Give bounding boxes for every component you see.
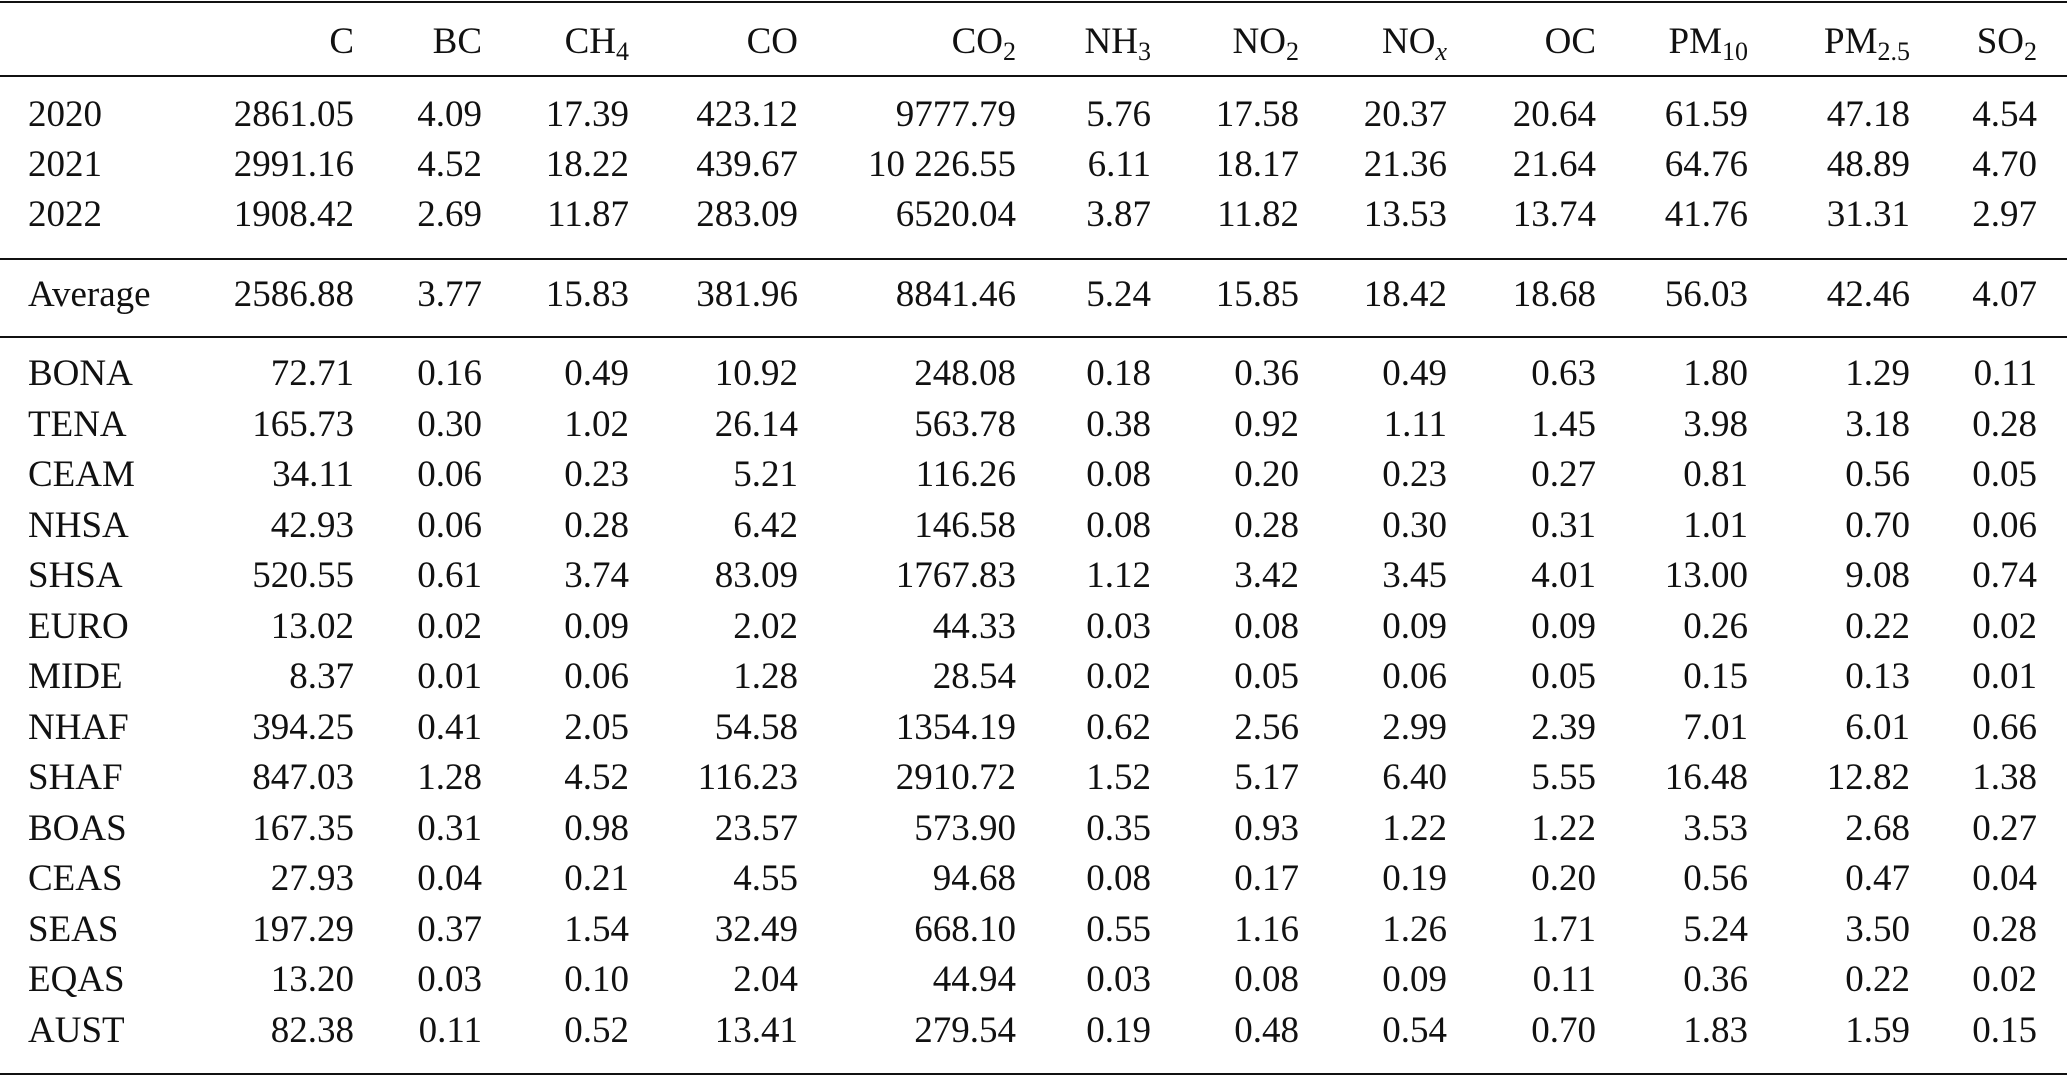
row-label: Average <box>28 274 151 315</box>
table-cell: 0.08 <box>1086 858 1151 899</box>
table-row <box>0 140 2067 190</box>
table-cell: 9777.79 <box>895 94 1016 135</box>
table-cell: 2861.05 <box>233 94 354 135</box>
table-cell: 0.19 <box>1086 1009 1151 1051</box>
header-rule <box>0 75 2067 77</box>
table-cell: 28.54 <box>932 656 1016 697</box>
table-cell: 0.41 <box>417 706 482 748</box>
table-cell: 13.74 <box>1512 194 1596 235</box>
table-cell: 6.40 <box>1382 757 1447 798</box>
row-label: MIDE <box>28 656 123 697</box>
table-cell: 48.89 <box>1826 144 1910 185</box>
table-cell: 167.35 <box>252 807 354 849</box>
table-cell: 17.39 <box>545 94 629 135</box>
table-cell: 0.06 <box>1972 504 2037 546</box>
table-cell: 0.09 <box>1382 605 1447 647</box>
table-cell: 0.08 <box>1234 605 1299 647</box>
row-label: NHSA <box>28 504 129 546</box>
table-cell: 44.33 <box>932 605 1016 647</box>
table-cell: 0.10 <box>564 959 629 1000</box>
row-label: SHSA <box>28 555 123 596</box>
table-cell: 0.18 <box>1086 353 1151 394</box>
col-header-oc: OC <box>1544 21 1596 62</box>
row-label: 2020 <box>28 94 102 135</box>
table-cell: 1.26 <box>1382 908 1447 950</box>
table-cell: 4.52 <box>564 757 629 798</box>
table-cell: 6.01 <box>1845 706 1910 748</box>
col-header-nh3: $NH_3$ <box>1084 21 1151 66</box>
row-label: SEAS <box>28 908 119 950</box>
col-header-nox: $NO_x$ <box>1382 21 1447 66</box>
table-cell: 0.19 <box>1382 858 1447 899</box>
table-cell: 0.70 <box>1531 1009 1596 1051</box>
table-cell: 668.10 <box>914 908 1016 950</box>
table-cell: 3.45 <box>1382 555 1447 596</box>
table-cell: 0.17 <box>1234 858 1299 899</box>
table-cell: 0.56 <box>1683 858 1748 899</box>
table-cell: 4.52 <box>417 144 482 185</box>
table-cell: 0.05 <box>1531 656 1596 697</box>
col-header-ch4: $CH_4$ <box>564 21 629 66</box>
table-cell: 72.71 <box>270 353 354 394</box>
table-cell: 116.23 <box>697 757 798 798</box>
table-cell: 1.28 <box>733 656 798 697</box>
table-cell: 0.06 <box>417 504 482 546</box>
table-cell: 6520.04 <box>895 194 1016 235</box>
table-cell: 64.76 <box>1664 144 1748 185</box>
table-row <box>0 753 2067 803</box>
table-cell: 0.55 <box>1086 908 1151 950</box>
table-cell: 5.24 <box>1683 908 1748 950</box>
table-row <box>0 90 2067 140</box>
table-cell: 0.13 <box>1845 656 1910 697</box>
table-cell: 520.55 <box>252 555 354 596</box>
table-cell: 23.57 <box>714 807 798 849</box>
table-cell: 0.05 <box>1972 454 2037 495</box>
row-label: EURO <box>28 605 129 647</box>
table-cell: 0.26 <box>1683 605 1748 647</box>
col-header-bc: BC <box>432 21 482 62</box>
table-cell: 0.56 <box>1845 454 1910 495</box>
table-cell: 0.27 <box>1531 454 1596 495</box>
table-cell: 15.83 <box>545 274 629 315</box>
table-cell: 3.50 <box>1845 908 1910 950</box>
table-cell: 6.42 <box>733 504 798 546</box>
table-cell: 563.78 <box>914 403 1016 445</box>
table-cell: 248.08 <box>914 353 1016 394</box>
table-row <box>0 905 2067 955</box>
col-header-c: C <box>329 21 354 62</box>
table-cell: 0.70 <box>1845 504 1910 546</box>
table-cell: 0.02 <box>1972 959 2037 1000</box>
table-cell: 2910.72 <box>895 757 1016 798</box>
table-cell: 1354.19 <box>895 706 1016 748</box>
table-cell: 0.30 <box>1382 504 1447 546</box>
table-cell: 1.80 <box>1683 353 1748 394</box>
table-cell: 20.37 <box>1363 94 1447 135</box>
table-cell: 0.49 <box>564 353 629 394</box>
table-cell: 54.58 <box>714 706 798 748</box>
table-cell: 2.04 <box>733 959 798 1000</box>
table-cell: 165.73 <box>252 403 354 445</box>
table-cell: 1.45 <box>1531 403 1596 445</box>
table-cell: 5.17 <box>1234 757 1299 798</box>
table-cell: 5.24 <box>1086 274 1151 315</box>
row-label: 2022 <box>28 194 102 235</box>
table-cell: 0.15 <box>1683 656 1748 697</box>
table-cell: 0.23 <box>564 454 629 495</box>
table-cell: 56.03 <box>1664 274 1748 315</box>
table-cell: 0.06 <box>1382 656 1447 697</box>
table-cell: 13.41 <box>714 1009 798 1051</box>
table-bottom-rule <box>0 1073 2067 1075</box>
table-cell: 0.28 <box>564 504 629 546</box>
table-cell: 283.09 <box>696 194 798 235</box>
table-row <box>0 270 2067 320</box>
table-cell: 0.21 <box>564 858 629 899</box>
table-cell: 2.56 <box>1234 706 1299 748</box>
average-rule <box>0 336 2067 338</box>
table-cell: 439.67 <box>696 144 798 185</box>
table-cell: 279.54 <box>914 1009 1016 1051</box>
col-header-co: CO <box>746 21 798 62</box>
table-cell: 2.02 <box>733 605 798 647</box>
years-rule <box>0 258 2067 260</box>
table-cell: 8841.46 <box>895 274 1016 315</box>
table-cell: 1.71 <box>1531 908 1596 950</box>
table-cell: 4.70 <box>1972 144 2037 185</box>
table-cell: 1.12 <box>1086 555 1151 596</box>
table-cell: 0.15 <box>1972 1009 2037 1051</box>
table-cell: 0.04 <box>417 858 482 899</box>
table-cell: 9.08 <box>1845 555 1910 596</box>
table-cell: 0.31 <box>417 807 482 849</box>
table-cell: 0.06 <box>564 656 629 697</box>
table-cell: 0.28 <box>1972 403 2037 445</box>
table-cell: 3.74 <box>564 555 629 596</box>
table-cell: 0.09 <box>1382 959 1447 1000</box>
table-cell: 13.53 <box>1363 194 1447 235</box>
table-cell: 4.07 <box>1972 274 2037 315</box>
table-cell: 32.49 <box>714 908 798 950</box>
table-cell: 0.52 <box>564 1009 629 1051</box>
table-cell: 2.39 <box>1531 706 1596 748</box>
table-cell: 3.77 <box>417 274 482 315</box>
table-cell: 1.01 <box>1683 504 1748 546</box>
table-row <box>0 1006 2067 1056</box>
table-cell: 0.05 <box>1234 656 1299 697</box>
row-label: AUST <box>28 1009 125 1051</box>
table-cell: 0.02 <box>1972 605 2037 647</box>
table-row <box>0 501 2067 551</box>
table-cell: 4.55 <box>733 858 798 899</box>
table-cell: 0.28 <box>1234 504 1299 546</box>
table-cell: 0.74 <box>1972 555 2037 596</box>
table-row <box>0 400 2067 450</box>
table-row <box>0 652 2067 702</box>
table-cell: 47.18 <box>1826 94 1910 135</box>
table-cell: 13.20 <box>270 959 354 1000</box>
table-cell: 1.52 <box>1086 757 1151 798</box>
table-cell: 34.11 <box>272 454 354 495</box>
table-cell: 0.08 <box>1086 454 1151 495</box>
table-cell: 0.35 <box>1086 807 1151 849</box>
col-header-no2: $NO_2$ <box>1232 21 1299 66</box>
table-cell: 0.16 <box>417 353 482 394</box>
table-cell: 2.68 <box>1845 807 1910 849</box>
table-cell: 1.02 <box>564 403 629 445</box>
table-cell: 1.28 <box>417 757 482 798</box>
table-row <box>0 349 2067 399</box>
row-label: SHAF <box>28 757 123 798</box>
table-cell: 1.22 <box>1382 807 1447 849</box>
table-top-rule <box>0 1 2067 3</box>
table-cell: 573.90 <box>914 807 1016 849</box>
table-cell: 18.68 <box>1512 274 1596 315</box>
table-cell: 3.42 <box>1234 555 1299 596</box>
table-cell: 4.01 <box>1531 555 1596 596</box>
table-cell: 0.22 <box>1845 959 1910 1000</box>
table-cell: 116.26 <box>915 454 1016 495</box>
table-cell: 1.38 <box>1972 757 2037 798</box>
table-cell: 394.25 <box>252 706 354 748</box>
table-cell: 0.01 <box>1972 656 2037 697</box>
table-cell: 10.92 <box>714 353 798 394</box>
table-cell: 197.29 <box>252 908 354 950</box>
table-cell: 0.08 <box>1086 504 1151 546</box>
row-label: BOAS <box>28 807 127 849</box>
table-cell: 5.21 <box>733 454 798 495</box>
table-cell: 11.87 <box>547 194 629 235</box>
table-cell: 6.11 <box>1087 144 1151 185</box>
table-cell: 18.17 <box>1215 144 1299 185</box>
table-cell: 1.54 <box>564 908 629 950</box>
table-cell: 3.53 <box>1683 807 1748 849</box>
table-row <box>0 703 2067 753</box>
table-cell: 847.03 <box>252 757 354 798</box>
table-row <box>0 450 2067 500</box>
table-cell: 0.02 <box>417 605 482 647</box>
table-row <box>0 602 2067 652</box>
table-cell: 83.09 <box>714 555 798 596</box>
table-cell: 17.58 <box>1215 94 1299 135</box>
table-cell: 0.81 <box>1683 454 1748 495</box>
table-row <box>0 854 2067 904</box>
table-cell: 0.28 <box>1972 908 2037 950</box>
table-cell: 44.94 <box>932 959 1016 1000</box>
table-cell: 0.04 <box>1972 858 2037 899</box>
table-cell: 94.68 <box>932 858 1016 899</box>
table-cell: 3.18 <box>1845 403 1910 445</box>
row-label: TENA <box>28 403 127 445</box>
table-cell: 5.55 <box>1531 757 1596 798</box>
table-cell: 3.98 <box>1683 403 1748 445</box>
row-label: CEAM <box>28 454 135 495</box>
table-cell: 0.20 <box>1531 858 1596 899</box>
table-cell: 2586.88 <box>233 274 354 315</box>
table-cell: 18.42 <box>1363 274 1447 315</box>
table-cell: 13.00 <box>1664 555 1748 596</box>
table-cell: 1908.42 <box>233 194 354 235</box>
table-cell: 2.99 <box>1382 706 1447 748</box>
table-cell: 42.93 <box>270 504 354 546</box>
table-row <box>0 551 2067 601</box>
table-cell: 0.03 <box>417 959 482 1000</box>
table-cell: 42.46 <box>1826 274 1910 315</box>
table-cell: 0.37 <box>417 908 482 950</box>
table-row <box>0 190 2067 240</box>
table-cell: 0.62 <box>1086 706 1151 748</box>
table-cell: 41.76 <box>1664 194 1748 235</box>
table-cell: 0.36 <box>1683 959 1748 1000</box>
table-row <box>0 955 2067 1005</box>
table-cell: 0.27 <box>1972 807 2037 849</box>
col-header-pm25: $PM_{2.5}$ <box>1824 21 1910 66</box>
table-cell: 1.59 <box>1845 1009 1910 1051</box>
table-cell: 26.14 <box>714 403 798 445</box>
table-cell: 0.31 <box>1531 504 1596 546</box>
table-cell: 0.02 <box>1086 656 1151 697</box>
row-label: EQAS <box>28 959 125 1000</box>
table-cell: 0.09 <box>1531 605 1596 647</box>
table-cell: 0.11 <box>1973 353 2037 394</box>
table-cell: 21.36 <box>1363 144 1447 185</box>
table-cell: 0.01 <box>417 656 482 697</box>
table-cell: 0.61 <box>417 555 482 596</box>
table-cell: 0.38 <box>1086 403 1151 445</box>
table-cell: 0.20 <box>1234 454 1299 495</box>
table-cell: 1.83 <box>1683 1009 1748 1051</box>
table-cell: 21.64 <box>1512 144 1596 185</box>
row-label: 2021 <box>28 144 102 185</box>
table-cell: 0.08 <box>1234 959 1299 1000</box>
table-cell: 4.09 <box>417 94 482 135</box>
table-cell: 0.36 <box>1234 353 1299 394</box>
table-cell: 0.30 <box>417 403 482 445</box>
table-header-row <box>0 14 2067 70</box>
col-header-so2: $SO_2$ <box>1976 21 2037 66</box>
table-cell: 13.02 <box>270 605 354 647</box>
table-cell: 0.63 <box>1531 353 1596 394</box>
row-label: CEAS <box>28 858 123 899</box>
table-cell: 2991.16 <box>233 144 354 185</box>
table-cell: 15.85 <box>1215 274 1299 315</box>
table-cell: 8.37 <box>289 656 354 697</box>
col-header-pm10: $PM_{10}$ <box>1668 21 1748 66</box>
table-cell: 1.11 <box>1383 403 1447 445</box>
table-cell: 0.03 <box>1086 959 1151 1000</box>
table-cell: 1.22 <box>1531 807 1596 849</box>
table-cell: 0.09 <box>564 605 629 647</box>
table-cell: 146.58 <box>914 504 1016 546</box>
table-cell: 0.47 <box>1845 858 1910 899</box>
table-cell: 0.98 <box>564 807 629 849</box>
table-cell: 61.59 <box>1664 94 1748 135</box>
table-cell: 1.16 <box>1234 908 1299 950</box>
table-cell: 0.48 <box>1234 1009 1299 1051</box>
table-cell: 2.69 <box>417 194 482 235</box>
table-cell: 31.31 <box>1826 194 1910 235</box>
table-cell: 0.11 <box>418 1009 482 1051</box>
table-cell: 0.49 <box>1382 353 1447 394</box>
table-cell: 1.29 <box>1845 353 1910 394</box>
table-cell: 0.54 <box>1382 1009 1447 1051</box>
table-cell: 0.66 <box>1972 706 2037 748</box>
table-cell: 2.97 <box>1972 194 2037 235</box>
row-label: NHAF <box>28 706 129 748</box>
table-cell: 0.23 <box>1382 454 1447 495</box>
table-cell: 0.93 <box>1234 807 1299 849</box>
table-cell: 0.22 <box>1845 605 1910 647</box>
table-cell: 16.48 <box>1664 757 1748 798</box>
table-cell: 18.22 <box>545 144 629 185</box>
table-cell: 0.06 <box>417 454 482 495</box>
col-header-co2: $CO_2$ <box>951 21 1016 66</box>
row-label: BONA <box>28 353 133 394</box>
table-cell: 10 226.55 <box>868 144 1016 185</box>
table-cell: 1767.83 <box>895 555 1016 596</box>
table-cell: 7.01 <box>1683 706 1748 748</box>
table-cell: 27.93 <box>270 858 354 899</box>
table-cell: 12.82 <box>1826 757 1910 798</box>
table-cell: 0.92 <box>1234 403 1299 445</box>
table-cell: 0.11 <box>1532 959 1596 1000</box>
table-cell: 0.03 <box>1086 605 1151 647</box>
table-cell: 423.12 <box>696 94 798 135</box>
table-cell: 82.38 <box>270 1009 354 1051</box>
table-cell: 20.64 <box>1512 94 1596 135</box>
table-cell: 11.82 <box>1217 194 1299 235</box>
table-cell: 4.54 <box>1972 94 2037 135</box>
table-cell: 2.05 <box>564 706 629 748</box>
table-cell: 3.87 <box>1086 194 1151 235</box>
table-cell: 5.76 <box>1086 94 1151 135</box>
table-row <box>0 804 2067 854</box>
table-cell: 381.96 <box>696 274 798 315</box>
